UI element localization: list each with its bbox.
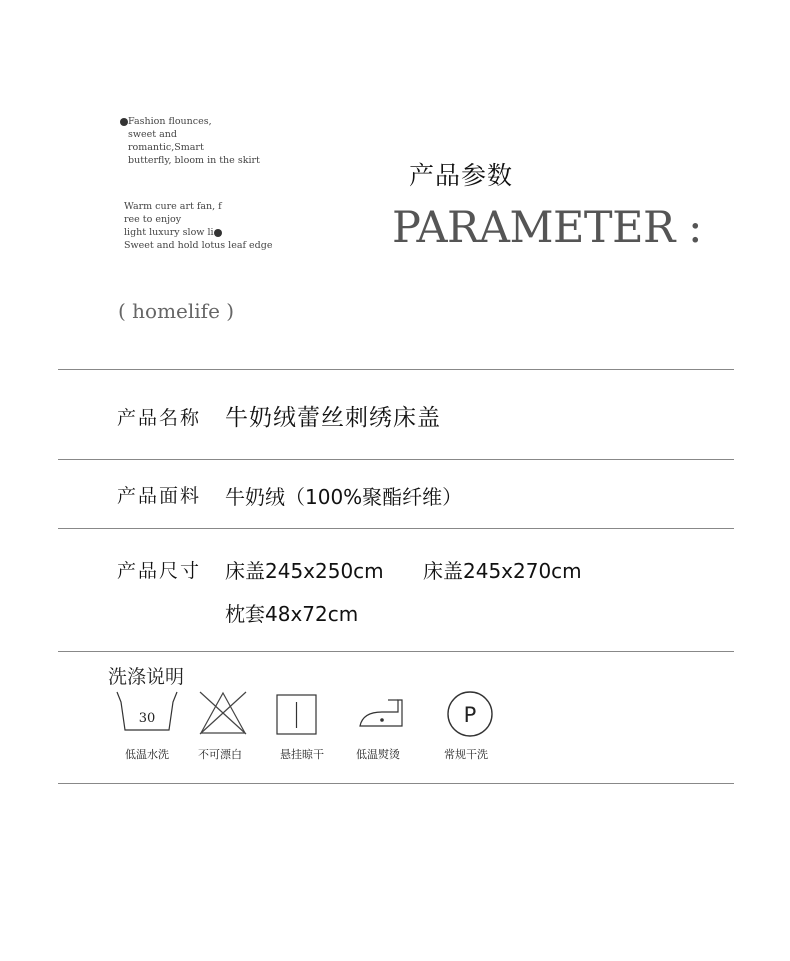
care-label: 低温水洗 (125, 748, 169, 761)
tagline-line: Sweet and hold lotus leaf edge (124, 240, 273, 251)
care-title: 洗涤说明 (108, 666, 185, 688)
title-chinese: 产品参数 (409, 161, 514, 190)
material-value: 牛奶绒（100%聚酯纤维） (225, 485, 463, 509)
brand-label: ( homelife ) (118, 299, 235, 323)
size-label: 产品尺寸 (117, 560, 202, 582)
bullet-dot-icon (120, 118, 128, 126)
product-name-label: 产品名称 (117, 407, 202, 429)
size-value-1: 床盖245x250cm (225, 559, 384, 583)
care-label: 不可漂白 (198, 748, 242, 761)
size-value-2: 床盖245x270cm (423, 559, 582, 583)
tagline-line: butterfly, bloom in the skirt (128, 155, 260, 166)
divider (58, 369, 734, 370)
material-label: 产品面料 (117, 485, 202, 507)
wash-30-icon (115, 690, 179, 740)
wash-temp-text: 30 (138, 711, 156, 726)
divider (58, 783, 734, 784)
tagline-line (124, 226, 272, 239)
tagline-text: light luxury slow li (124, 227, 214, 238)
care-label: 悬挂晾干 (280, 748, 324, 761)
hang-dry-icon (276, 694, 318, 740)
tagline-line (120, 115, 260, 128)
tagline-line: sweet and (128, 129, 177, 140)
care-label: 常规干洗 (444, 748, 488, 761)
tagline-line: Warm cure art fan, f (124, 201, 222, 212)
dry-clean-p-icon (446, 690, 494, 742)
dry-clean-letter: P (463, 703, 477, 727)
no-bleach-icon (198, 690, 248, 740)
tagline-block-2 (124, 200, 272, 252)
divider (58, 528, 734, 529)
divider (58, 651, 734, 652)
tagline-line: romantic,Smart (128, 142, 204, 153)
tagline-line: ree to enjoy (124, 214, 182, 225)
tagline-text: Fashion flounces, (128, 116, 212, 127)
size-value-3: 枕套48x72cm (225, 602, 359, 626)
divider (58, 459, 734, 460)
bullet-dot-icon (214, 229, 222, 237)
product-name-value: 牛奶绒蕾丝刺绣床盖 (225, 405, 441, 431)
tagline-block-1 (120, 115, 260, 167)
care-label: 低温熨烫 (356, 748, 400, 761)
low-iron-icon (358, 696, 406, 736)
title-english: PARAMETER : (392, 203, 702, 253)
